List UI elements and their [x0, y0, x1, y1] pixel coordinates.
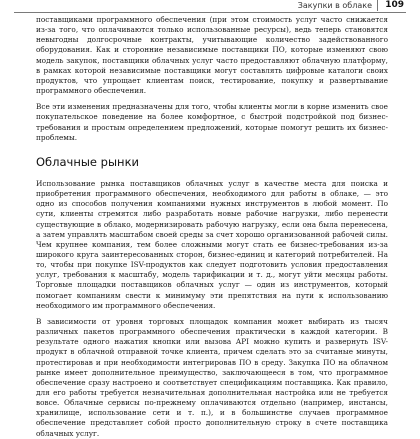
body-paragraph-3: Использование рынка поставщиков облачных услуг в качестве места для поиска и приобретения программного обеспечения, необходимого для работы в облаке, — это одно из способов получения компаниями нужных инструментов в любой момент. По сути, клиенты стремятся либо разработать новые рабочие нагрузки, либо перенести существующие в облако, модернизировать рабочую нагрузку, если она была перенесена, а затем управлять масштабом своей среды за счет хорошо организованной рабочей силы. Чем крупнее компания, тем более сложными могут стать ее бизнес-требования из-за широкого круга заинтересованных сторон, бизнес-единиц и категорий потребителей. На то, чтобы при покупке ISV-продуктов как следует подготовить условия предоставления услуг, требования к масштабу, модель тарификации и т. д., могут уйти месяцы работы. Торговые площадки поставщиков облачных услуг — один из инструментов, который помогает компаниям свести к минимуму эти препятствия на пути к использованию необходимого им программного обеспечения. — [36, 178, 388, 310]
running-header-title: Закупки в облаке — [297, 1, 372, 10]
body-paragraph-1: поставщиками программного обеспечения (при этом стоимость услуг часто снижается из-за того, что оплачиваются только использованные ресурсы), ведь теперь становятся невыгодны долгосрочные контракты, учитывающие количество задействованного оборудования. Как и сторонние независимые поставщики ПО, которые изменяют свою модель закупок, поставщики облачных услуг часто предоставляют облачную платформу, в рамках которой независимые поставщики могут составлять цифровые каталоги своих продуктов, что упрощает клиентам поиск, тестирование, покупку и развертывание программного обеспечения. — [36, 15, 388, 96]
page-header — [0, 0, 420, 13]
body-paragraph-2: Все эти изменения предназначены для того, чтобы клиенты могли в корне изменить свое покупательское поведение на более комфортное, с быстрой подстройкой под бизнес-требования и простым определением предложений, которые помогут решить их бизнес-проблемы. — [36, 102, 388, 142]
page-body — [36, 15, 388, 439]
header-separator — [377, 0, 378, 11]
section-heading: Облачные рынки — [36, 154, 139, 169]
body-paragraph-4: В зависимости от уровня торговых площадок компания может выбирать из тысяч различных пакетов программного обеспечения практически в каждой категории. В результате одного нажатия кнопки или вызова API можно купить и развернуть ISV-продукт в облачной отправной точке клиента, причем сделать это за считаные минуты, протестировав и при необходимости интегрировав ПО в среду. Закупка ПО на облачном рынке имеет дополнительное преимущество, заключающееся в том, что программное обеспечение сразу настроено и соответствует спецификациям поставщика. Как правило, для его работы требуется незначительная дополнительная настройка или не требуется вовсе. Облачные сервисы по-прежнему оплачиваются отдельно (например, инстансы, хранилище, использование сети и т. п.), и в большинстве случаев программное обеспечение представляет собой просто дополнительную строку в счете поставщика облачных услуг. — [36, 316, 388, 438]
page-number: 109 — [385, 0, 404, 10]
header-rule — [14, 12, 406, 13]
